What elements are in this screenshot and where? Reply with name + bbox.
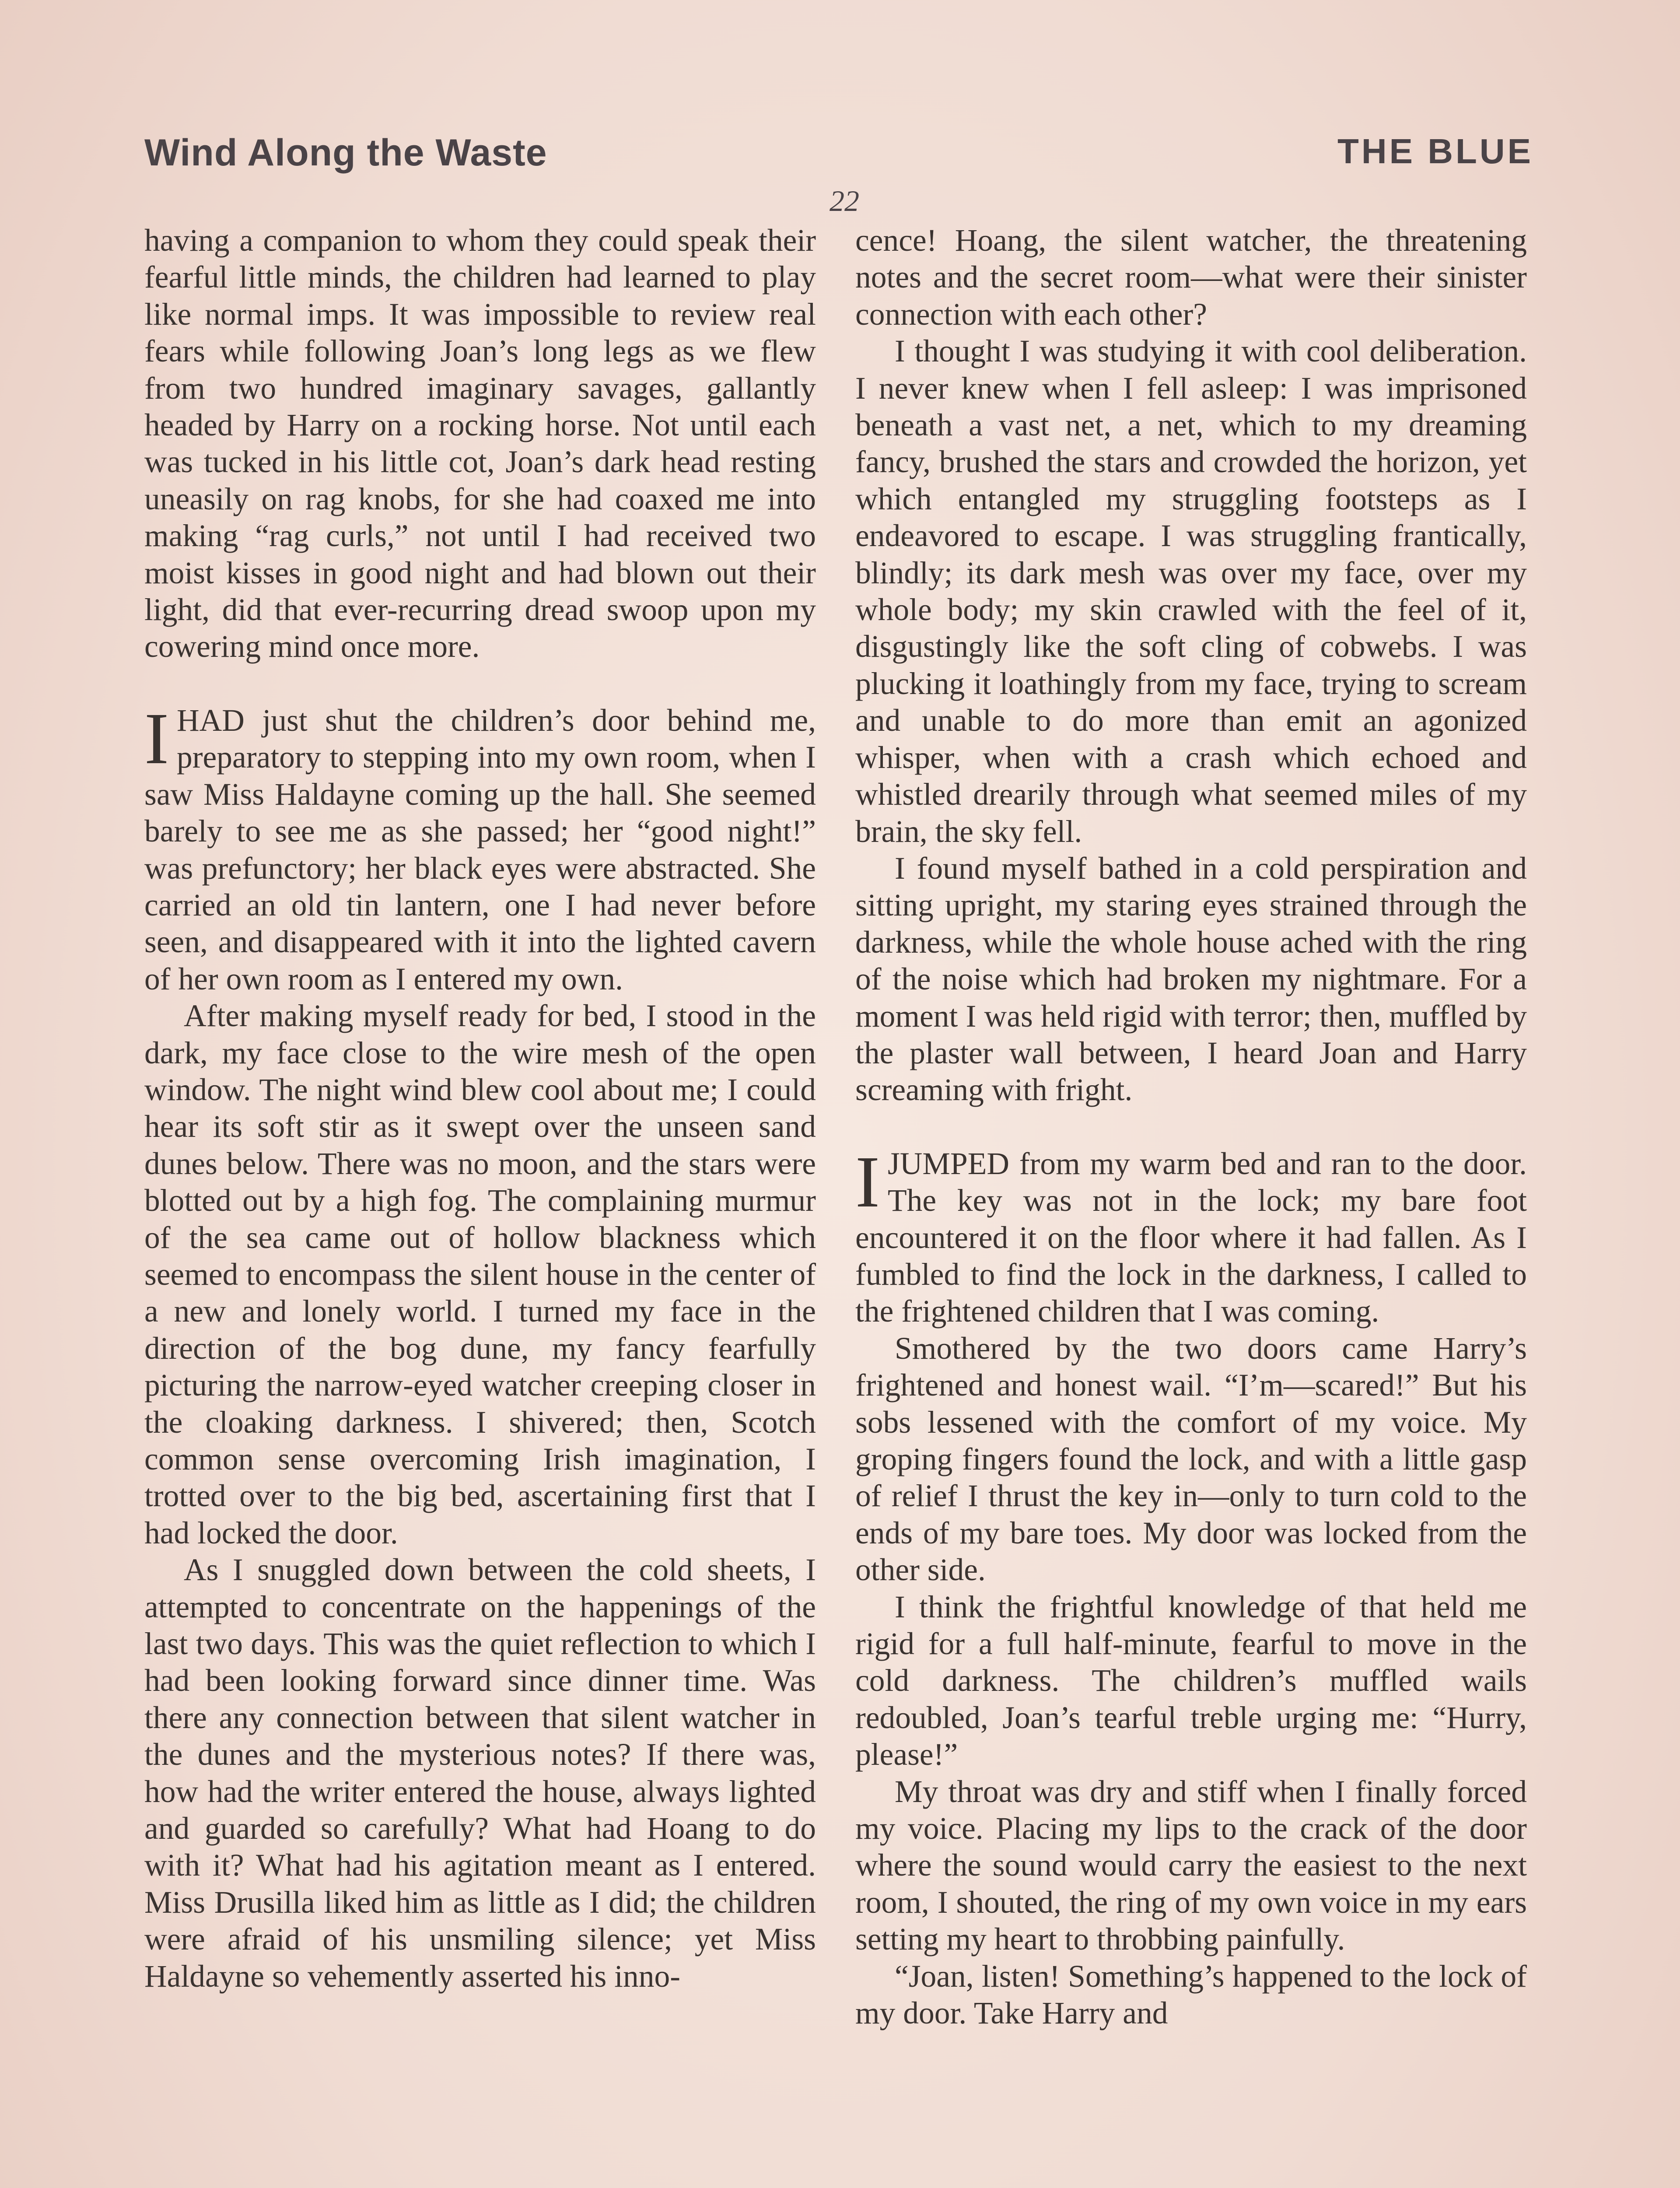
paragraph: My throat was dry and stiff when I finally forced my voice. Placing my lips to the crack of the door where the sound would carry the easiest to the next room, I shouted, the ring of my own voice in my ears setting my heart to throbbing painfully. bbox=[855, 1774, 1527, 1957]
paragraph: Smothered by the two doors came Harry’s frightened and honest wail. “I’m—scared!” But his sobs lessened with the comfort of my voice. My groping fingers found the lock, and with a little gasp of relief I thrust the key in—only to turn cold to the ends of my bare toes. My door was locked from the other side. bbox=[855, 1331, 1527, 1588]
running-title: Wind Along the Waste bbox=[144, 132, 547, 174]
page-number: 22 bbox=[830, 184, 859, 217]
right-column bbox=[855, 222, 1527, 2032]
paragraph-dropcap bbox=[144, 698, 816, 998]
paragraph-text: JUMPED from my warm bed and ran to the door. The key was not in the lock; my bare foot encountered it on the floor where it had fallen. As I fumbled to find the lock in the darkness, I called to the frightened children that I was coming. bbox=[855, 1146, 1527, 1329]
paragraph: I thought I was studying it with cool deliberation. I never knew when I fell asleep: I was imprisoned beneath a vast net, a net, which to my dreaming fancy, brushed the stars and crowded the horizon, yet which entangled my struggling footsteps as I endeavored to escape. I was struggling frantically, blindly; its dark mesh was over my face, over my whole body; my skin crawled with the feel of it, disgustingly like the soft cling of cobwebs. I was plucking it loathingly from my face, trying to scream and unable to do more than emit an agonized whisper, when with a crash which echoed and whistled drearily through what seemed miles of my brain, the sky fell. bbox=[855, 334, 1527, 849]
magazine-title: THE BLUE bbox=[1337, 132, 1533, 171]
paragraph-dropcap bbox=[855, 1141, 1527, 1330]
paragraph: I think the frightful knowledge of that held me rigid for a full half-minute, fearful to move in the cold darkness. The children’s muffled wails redoubled, Joan’s tearful treble urging me: “Hurry, please!” bbox=[855, 1589, 1527, 1772]
drop-cap: I bbox=[855, 1141, 880, 1223]
paragraph: cence! Hoang, the silent watcher, the threatening notes and the secret room—what were their sinister connection with each other? bbox=[855, 223, 1527, 332]
paragraph: having a companion to whom they could speak their fearful little minds, the children had learned to play like normal imps. It was impossible to review real fears while following Joan’s long legs as we flew from two hundred imaginary savages, gallantly headed by Harry on a rocking horse. Not until each was tucked in his little cot, Joan’s dark head resting uneasily on rag knobs, for she had coaxed me into making “rag curls,” not until I had received two moist kisses in good night and had blown out their light, did that ever-recurring dread swoop upon my cowering mind once more. bbox=[144, 223, 816, 664]
paragraph: I found myself bathed in a cold perspiration and sitting upright, my staring eyes strained through the darkness, while the whole house ached with the ring of the noise which had broken my nightmare. For a moment I was held rigid with terror; then, muffled by the plaster wall between, I heard Joan and Harry screaming with fright. bbox=[855, 851, 1527, 1108]
paragraph: As I snuggled down between the cold sheets, I attempted to concentrate on the happenings of the last two days. This was the quiet reflection to which I had been looking forward since dinner time. Was there any connection between that silent watcher in the dunes and the mysterious notes? If there was, how had the writer entered the house, always lighted and guarded so carefully? What had Hoang to do with it? What had his agitation meant as I entered. Miss Drusilla liked him as little as I did; the children were afraid of his unsmiling silence; yet Miss Haldayne so vehemently asserted his inno- bbox=[144, 1553, 816, 1994]
paragraph: “Joan, listen! Something’s happened to the lock of my door. Take Harry and bbox=[855, 1959, 1527, 2031]
paragraph: After making myself ready for bed, I stood in the dark, my face close to the wire mesh of the open window. The night wind blew cool about me; I could hear its soft stir as it swept over the unseen sand dunes below. There was no moon, and the stars were blotted out by a high fog. The complaining murmur of the sea came out of hollow blackness which seemed to encompass the silent house in the center of a new and lonely world. I turned my face in the direction of the bog dune, my fancy fearfully picturing the narrow-eyed watcher creeping closer in the cloaking darkness. I shivered; then, Scotch common sense overcoming Irish imagination, I trotted over to the big bed, ascertaining first that I had locked the door. bbox=[144, 999, 816, 1550]
paragraph-text: HAD just shut the children’s door behind me, preparatory to stepping into my own room, when I saw Miss Haldayne coming up the hall. She seemed barely to see me as she passed; her “good night!” was prefunctory; her black eyes were abstracted. She carried an old tin lantern, one I had never before seen, and disappeared with it into the lighted cavern of her own room as I entered my own. bbox=[144, 703, 816, 996]
drop-cap: I bbox=[144, 698, 169, 779]
left-column bbox=[144, 222, 816, 1995]
